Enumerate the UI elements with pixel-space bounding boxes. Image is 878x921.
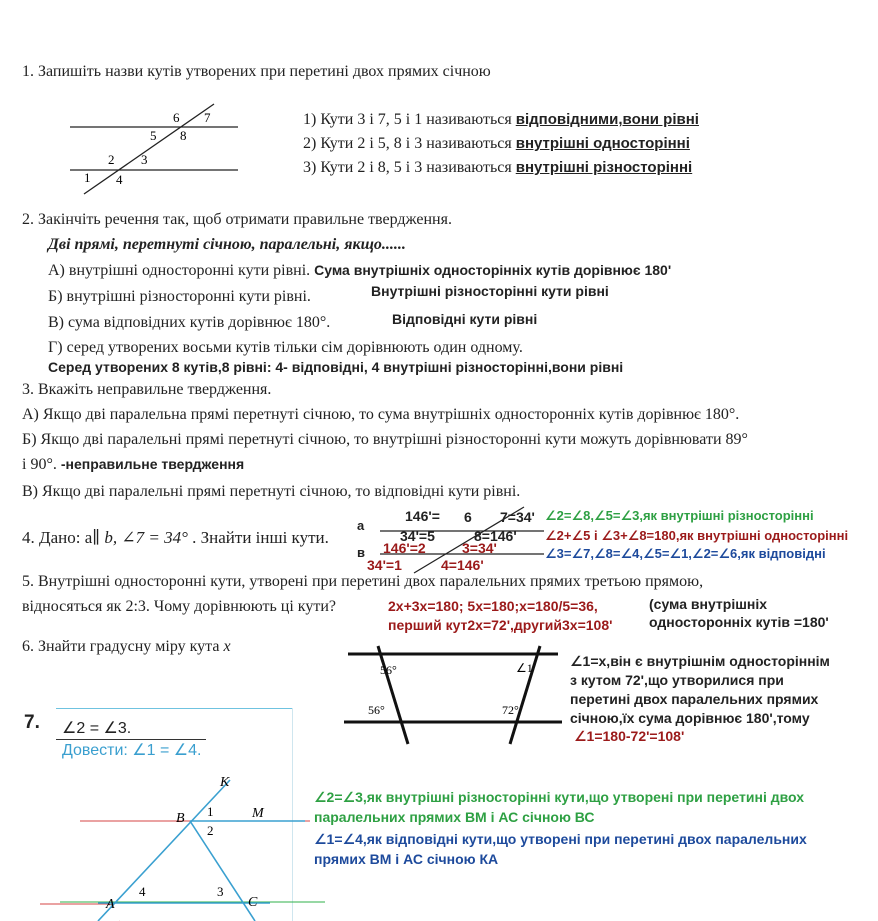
q7-blue-line-2: прямих ВМ і АС січною КА — [314, 851, 499, 867]
q7-angle-4: 4 — [139, 884, 146, 899]
q2-subtitle: Дві прямі, перетнуті січною, паралельні, якщо...... — [48, 236, 406, 253]
q6-label-bottom-left: 56° — [368, 703, 385, 717]
q1-angle-3: 3 — [141, 152, 148, 167]
q4-angle-value-b1: 146'=2 — [383, 540, 426, 556]
q6-diagram — [340, 640, 565, 750]
q1-answer-2: внутрішні односторінні — [515, 135, 690, 152]
q4-note-3: ∠3=∠7,∠8=∠4,∠5=∠1,∠2=∠6,як відповідні — [545, 546, 826, 561]
q6-explanation-3: перетині двох паралельних прямих — [570, 691, 819, 707]
q1-item-3: 3) Кути 2 і 8, 5 і 3 називаються внутрішні різносторінні — [303, 159, 693, 176]
q1-angle-1: 1 — [84, 170, 91, 185]
q4-note-2: ∠2+∠5 і ∠3+∠8=180,як внутрішні односторінні — [545, 528, 849, 543]
q6-label-top-left: 56° — [380, 663, 397, 677]
q1-answer-1: відповідними,вони рівні — [515, 111, 699, 128]
q7-green-line-1: ∠2=∠3,як внутрішні різносторінні кути,що утворені при перетині двох — [314, 789, 805, 805]
q7-prove: Довести: ∠1 = ∠4. — [62, 742, 202, 759]
q1-item-1: 1) Кути 3 і 7, 5 і 1 називаються відповідними,вони рівні — [303, 111, 699, 128]
q4-line-a-label: а — [357, 518, 365, 533]
q4-angle-value-b4: 4=146' — [441, 557, 484, 573]
q7-point-C: C — [248, 895, 258, 910]
q1-title: 1. Запишіть назви кутів утворених при перетині двох прямих січною — [22, 63, 491, 80]
q6-label-bottom-right: 72° — [502, 703, 519, 717]
q4-angle-value-b2: 3=34' — [462, 540, 497, 556]
q1-angle-4: 4 — [116, 172, 123, 187]
q3-answer: -неправильне твердження — [60, 456, 245, 472]
q4-line-b-label: в — [357, 545, 365, 560]
q4-angle-value-a1: 146'= — [405, 508, 440, 524]
q2-answer-c: Відповідні кути рівні — [392, 311, 538, 327]
q6-result: ∠1=180-72'=108' — [574, 728, 685, 744]
q4-angle-value-a5: 8=146' — [474, 528, 517, 544]
q3-option-b: Б) Якщо дві паралельні прямі перетнуті січною, то внутрішні різносторонні кути можуть дорівнювати 89° — [22, 431, 748, 448]
q7-point-B: B — [176, 811, 185, 826]
q4-angle-value-a3: 7=34' — [500, 509, 535, 525]
q2-option-c: В) сума відповідних кутів дорівнює 180°. — [48, 314, 331, 331]
q1-angle-7: 7 — [204, 110, 211, 125]
q5-note-1: (сума внутрішніх — [649, 596, 768, 612]
q7-point-M: M — [252, 806, 264, 821]
q7-blue-line-1: ∠1=∠4,як відповідні кути,що утворені при перетині двох паралельних — [314, 831, 807, 847]
q2-option-d: Г) серед утворених восьми кутів тільки сім дорівнюють один одному. — [48, 339, 523, 356]
q7-point-A: A — [106, 897, 115, 912]
q3-option-b-cont: і 90°. -неправильне твердження — [22, 456, 245, 473]
q7-diagram — [40, 770, 330, 921]
q2-title: 2. Закінчіть речення так, щоб отримати правильне твердження. — [22, 211, 452, 228]
q1-answer-3: внутрішні різносторінні — [515, 159, 693, 176]
q1-angle-2: 2 — [108, 152, 115, 167]
q2-option-a: А) внутрішні односторонні кути рівні. Сума внутрішніх односторінніх кутів дорівнює 180' — [48, 262, 672, 279]
q4-note-1: ∠2=∠8,∠5=∠3,як внутрішні різносторінні — [545, 508, 814, 523]
q4-angle-value-a4: 34'=5 — [400, 528, 435, 544]
q7-number: 7. — [24, 712, 40, 733]
q4-angle-value-b3: 34'=1 — [367, 557, 402, 573]
q6-explanation-4: січною,їх сума дорівнює 180',тому — [570, 710, 810, 726]
q6-explanation-2: з кутом 72',що утворилися при — [570, 672, 784, 688]
q6-explanation-1: ∠1=x,він є внутрішнім односторіннім — [570, 653, 830, 669]
q7-point-K: K — [220, 775, 230, 790]
q5-line-1: 5. Внутрішні односторонні кути, утворені при перетині двох паралельних прямих третьою прямою, — [22, 573, 704, 590]
q5-line-2: відносяться як 2:3. Чому дорівнюють ці кути? — [22, 598, 337, 615]
q2-option-b: Б) внутрішні різносторонні кути рівні. — [48, 288, 311, 305]
q3-option-c: В) Якщо дві паралельні прямі перетнуті січною, то відповідні кути рівні. — [22, 483, 521, 500]
q3-title: 3. Вкажіть неправильне твердження. — [22, 381, 272, 398]
q3-option-a: А) Якщо дві паралельна прямі перетнуті січною, то сума внутрішніх односторонніх кутів дорівнює 180°. — [22, 406, 740, 423]
q7-angle-2: 2 — [207, 823, 214, 838]
q6-label-x: ∠1 — [516, 661, 533, 675]
q1-item-2: 2) Кути 2 і 5, 8 і 3 називаються внутрішні односторінні — [303, 135, 690, 152]
q4-angle-value-a2: 6 — [464, 509, 472, 525]
q2-answer-d: Серед утворених 8 кутів,8 рівні: 4- відповідні, 4 внутрішні різносторінні,вони рівні — [48, 359, 624, 375]
q7-given: ∠2 = ∠3. — [62, 720, 132, 737]
q6-title: 6. Знайти градусну міру кута x — [22, 638, 231, 655]
q1-angle-6: 6 — [173, 110, 180, 125]
q7-angle-3: 3 — [217, 884, 224, 899]
q7-green-line-2: паралельних прямих ВМ і АС січною ВС — [314, 809, 595, 825]
q1-angle-8: 8 — [180, 128, 187, 143]
q2-answer-a: Сума внутрішніх односторінніх кутів дорівнює 180' — [314, 262, 672, 278]
q2-answer-b: Внутрішні різносторінні кути рівні — [371, 283, 609, 299]
q1-angle-5: 5 — [150, 128, 157, 143]
q1-diagram — [60, 98, 250, 198]
q4-given: 4. Дано: a∥ b, ∠7 = 34° . Знайти інші кути. — [22, 528, 329, 547]
q5-answer-2: перший кут2х=72',другий3х=108' — [388, 617, 613, 633]
q7-top-rule — [56, 708, 292, 709]
q5-answer-1: 2х+3х=180; 5х=180;х=180/5=36, — [388, 598, 598, 614]
q7-angle-1: 1 — [207, 804, 214, 819]
q5-note-2: односторонніх кутів =180' — [649, 614, 829, 630]
